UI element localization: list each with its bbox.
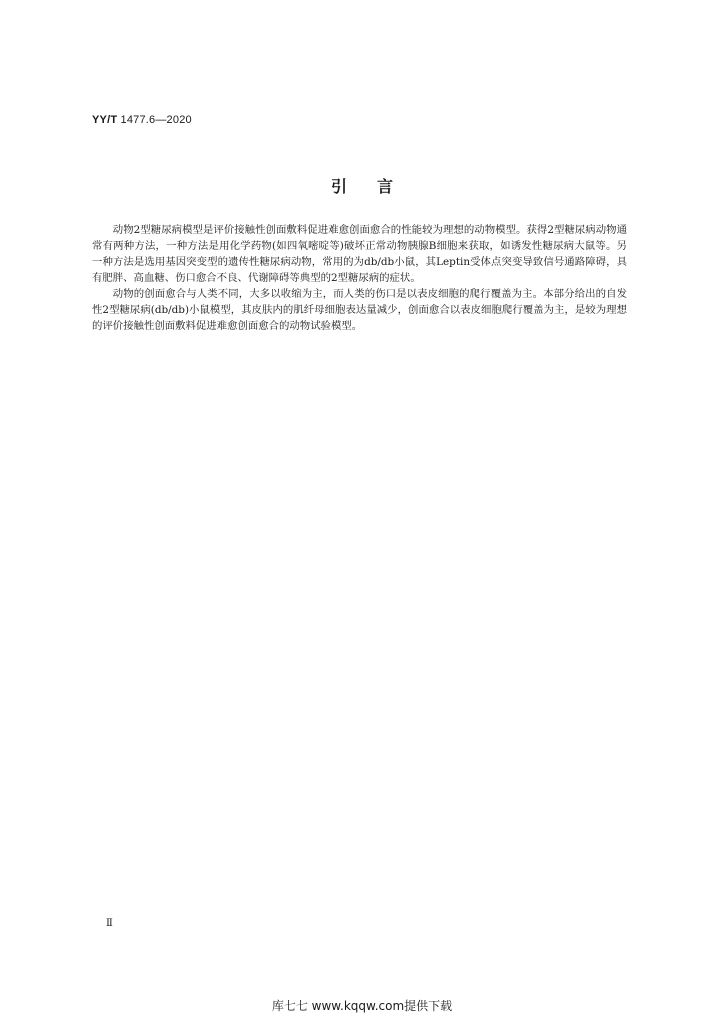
page-number: Ⅱ [106,918,113,929]
download-watermark: 库七七 www.kqqw.com提供下载 [271,999,453,1013]
standard-prefix: YY/T [92,114,118,126]
standard-code [92,114,192,126]
paragraph: 动物的创面愈合与人类不同，大多以收缩为主，而人类的伤口是以表皮细胞的爬行覆盖为主。本部分给出的自发性2型糖尿病(db/db)小鼠模型，其皮肤内的肌纤母细胞表达量减少，创面愈合以表皮细胞爬行覆盖为主，是较为理想的评价接触性创面敷料促进难愈创面愈合的动物试验模型。 [92,288,627,332]
introduction-body [92,222,627,334]
standard-number: 1477.6—2020 [120,114,192,126]
paragraph: 动物2型糖尿病模型是评价接触性创面敷料促进难愈创面愈合的性能较为理想的动物模型。获得2型糖尿病动物通常有两种方法，一种方法是用化学药物(如四氧嘧啶等)破坏正常动物胰腺B细胞来获取，如诱发性糖尿病大鼠等。另一种方法是选用基因突变型的遗传性糖尿病动物，常用的为db/db小鼠，其Leptin受体点突变导致信号通路障碍，具有肥胖、高血糖、伤口愈合不良、代谢障碍等典型的2型糖尿病的症状。 [92,224,627,284]
section-title: 引言 [330,177,423,196]
